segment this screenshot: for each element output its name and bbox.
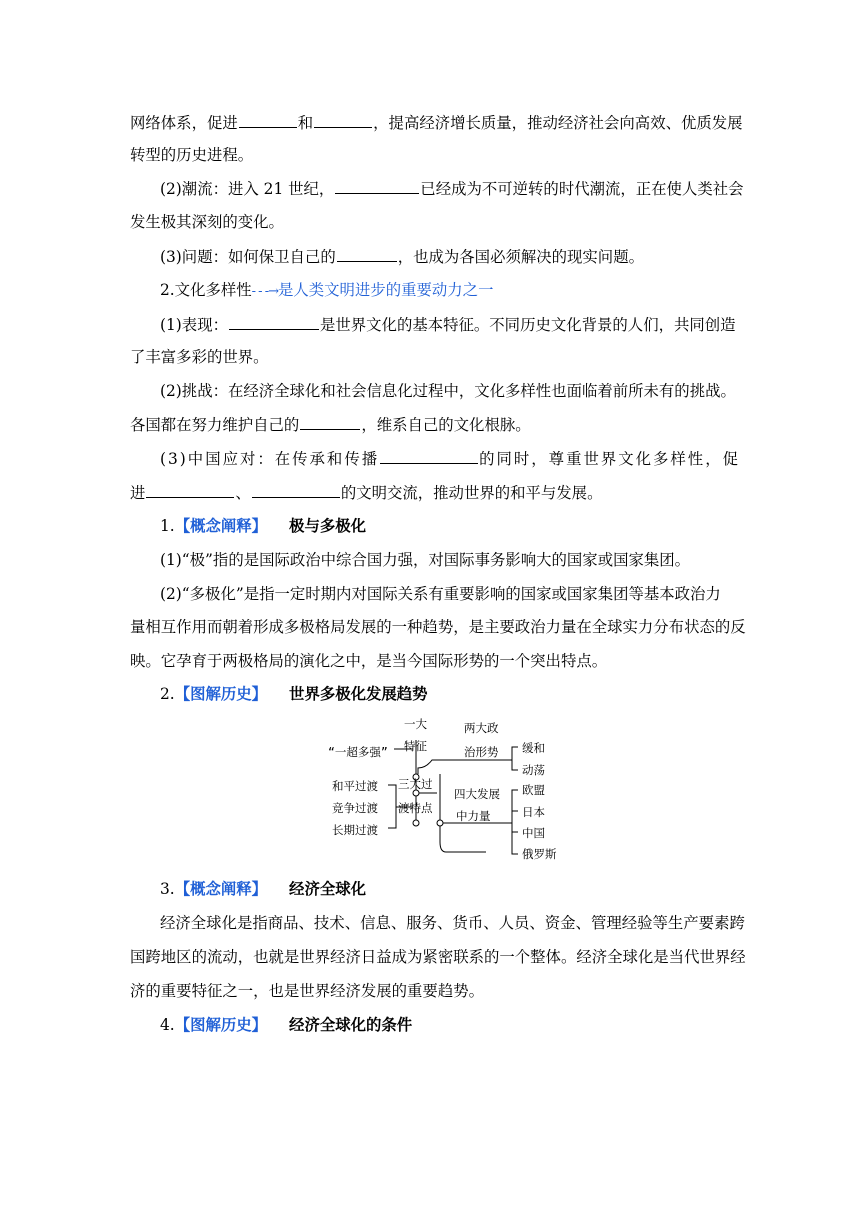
text: 和 [297,114,314,132]
fill-blank [239,112,297,128]
diagram-label: 动荡 [522,763,545,777]
text: (1)表现： [160,316,228,334]
text-line [160,381,736,401]
text-line [130,947,746,967]
fill-blank [229,314,319,330]
concept-title: 经济全球化的条件 [289,1016,413,1034]
text-line [130,347,269,367]
text: (2)挑战：在经济全球化和社会信息化过程中，文化多样性也面临着前所未有的挑战。 [160,382,736,400]
text: 是世界文化的基本特征。不同历史文化背景的人们，共同创造 [319,316,736,334]
concept-tag: 【图解历史】 [174,685,268,703]
text: 济的重要特征之一，也是世界经济发展的重要趋势。 [130,982,484,1000]
text-line [130,981,484,1001]
concept-title: 经济全球化 [289,880,367,898]
text-line [160,550,690,570]
heading-text: 2.文化多样性 [160,281,252,299]
text-line [160,584,721,604]
text-line [130,617,746,637]
concept-tag: 【图解历史】 [174,1016,268,1034]
concept-heading [160,516,366,536]
fill-blank [300,414,360,430]
text-line [160,448,740,468]
text: 进 [130,484,146,502]
text: 、 [235,484,251,502]
concept-heading [160,879,366,899]
text-line [160,913,745,933]
fill-blank [146,482,234,498]
section-heading [160,280,493,300]
fill-blank [252,482,340,498]
text-line [130,651,607,671]
diagram-label: 日本 [522,805,545,819]
item-number: 2. [160,685,175,703]
diagram-label: 长期过渡 [332,823,378,837]
diagram-label: 俄罗斯 [522,847,557,861]
text-line [130,414,531,434]
diagram-label: 一大 [404,717,427,731]
diagram-label: 和平过渡 [332,779,378,793]
text-line [160,314,736,334]
fill-blank [380,448,478,464]
text-line [130,482,602,502]
item-number: 3. [160,880,175,898]
text: 国跨地区的流动，也就是世界经济日益成为紧密联系的一个整体。经济全球化是当代世界经 [130,948,746,966]
diagram-label: 竞争过渡 [332,801,378,815]
diagram-label: 治形势 [464,745,499,759]
diagram-label: 中国 [522,826,545,840]
diagram-label: “一超多强” [328,745,388,759]
diagram-label: 欧盟 [522,783,545,797]
text: 映。它孕育于两极格局的演化之中，是当今国际形势的一个突出特点。 [130,652,608,670]
text: ，维系自己的文化根脉。 [361,416,531,434]
text: (2)“多极化”是指一定时期内对国际关系有重要影响的国家或国家集团等基本政治力 [160,585,721,603]
text: 网络体系，促进 [130,114,238,132]
annotation-note: 是人类文明进步的重要动力之一 [277,281,494,299]
concept-tag: 【概念阐释】 [174,880,268,898]
text-line [130,145,253,165]
diagram-label: 中力量 [456,809,491,823]
fill-blank [337,246,397,262]
diagram-label: 特征 [404,739,427,753]
text: (1)“极”指的是国际政治中综合国力强，对国际事务影响大的国家或国家集团。 [160,551,691,569]
text: 转型的历史进程。 [130,146,254,164]
text: (2)潮流：进入 21 世纪， [160,180,335,198]
concept-tag: 【概念阐释】 [174,517,268,535]
multipolarization-diagram [326,712,626,864]
item-number: 1. [160,517,175,535]
diagram-label: 渡特点 [398,801,433,815]
text-line [160,178,744,198]
text: 经济全球化是指商品、技术、信息、服务、货币、人员、资金、管理经验等生产要素跨 [160,914,745,932]
diagram-label: 四大发展 [454,787,500,801]
text: 量相互作用而朝着形成多极格局发展的一种趋势，是主要政治力量在全球实力分布状态的反 [130,618,746,636]
text: 的文明交流，推动世界的和平与发展。 [340,484,603,502]
concept-title: 世界多极化发展趋势 [289,685,428,703]
text: ，提高经济增长质量，推动经济社会向高效、优质发展 [373,114,743,132]
diagram-label: 两大政 [464,721,499,735]
text-line [130,212,284,232]
text: 各国都在努力维护自己的 [130,416,300,434]
fill-blank [335,178,419,194]
text-line [160,246,644,266]
text-line [130,112,743,132]
concept-heading [160,1015,412,1035]
item-number: 4. [160,1016,175,1034]
diagram-label: 三大过 [398,777,433,791]
diagram-label: 缓和 [522,741,545,755]
concept-title: 极与多极化 [289,517,367,535]
text: 了丰富多彩的世界。 [130,348,269,366]
text: 已经成为不可逆转的时代潮流，正在使人类社会 [420,180,744,198]
concept-heading [160,684,428,704]
dashed-arrow-icon: - - -→ [251,284,278,299]
text: ，也成为各国必须解决的现实问题。 [397,248,644,266]
fill-blank [314,112,372,128]
text: 的同时，尊重世界文化多样性，促 [479,450,740,468]
text: 发生极其深刻的变化。 [130,213,284,231]
text: (3)中国应对：在传承和传播 [160,450,380,468]
text: (3)问题：如何保卫自己的 [160,248,336,266]
